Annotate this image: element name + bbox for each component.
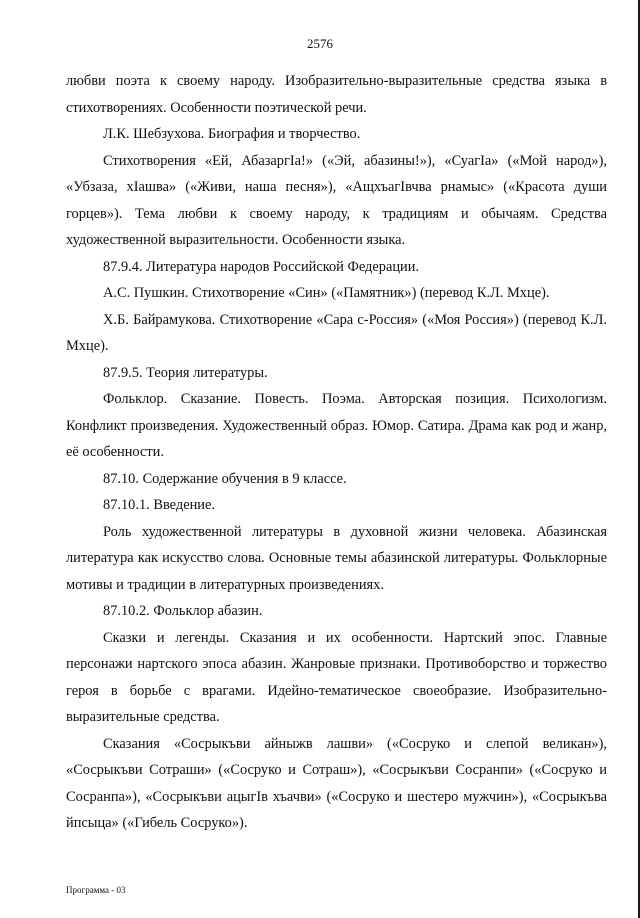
paragraph-introduction: Роль художественной литературы в духовной жизни человека. Абазинская литература как искусство слова. Основные темы абазинской литературы. Фольклорные мотивы и традиции в литературных произведениях. <box>66 523 607 593</box>
paragraph-folklore: Сказки и легенды. Сказания и их особенности. Нартский эпос. Главные персонажи нартского эпоса абазин. Жанровые признаки. Противоборство и торжество героя в борьбе с врагами. Идейно-тематическое своеобразие. Изобразительно-выразительные средства. <box>66 629 607 725</box>
section-heading-87-9-4: 87.9.4. Литература народов Российской Федерации. <box>103 258 420 275</box>
paragraph-sosruko-tales: Сказания «Сосрыкъви айныжв лашви» («Сосруко и слепой великан»), «Сосрыкъви Сотраши» («Сосруко и Сотраш»), «Сосрыкъви Сосранпи» («Сосруко и Сосранпа»), «Сосрыкъви ацыгIв хъачви» («Сосруко и шестеро мужчин»), «Сосрыкъва йпсыца» («Гибель Сосруко»). <box>66 735 607 831</box>
paragraph-pushkin: А.С. Пушкин. Стихотворение «Син» («Памятник») (перевод К.Л. Мхце). <box>103 285 550 301</box>
section-heading-87-10-1: 87.10.1. Введение. <box>103 497 215 513</box>
page-number: 2576 <box>307 36 333 51</box>
section-heading-87-9-5: 87.9.5. Теория литературы. <box>103 364 268 381</box>
paragraph-continuation: любви поэта к своему народу. Изобразительно-выразительные средства языка в стихотворениях. Особенности поэтической речи. <box>66 73 607 116</box>
paragraph-bairamukova: Х.Б. Байрамукова. Стихотворение «Сара с-Россия» («Моя Россия») (перевод К.Л. Мхце). <box>66 311 607 354</box>
paragraph-author-biography: Л.К. Шебзухова. Биография и творчество. <box>103 126 361 142</box>
section-heading-87-10: 87.10. Содержание обучения в 9 классе. <box>103 470 347 487</box>
section-heading-87-10-2: 87.10.2. Фольклор абазин. <box>103 603 263 619</box>
paragraph-poems: Стихотворения «Ей, АбазаргIа!» («Эй, абазины!»), «СуагIа» («Мой народ»), «Убзаза, хIашва» («Живи, наша песня»), «АщхъагIвчва рнамыс» («Красота души горцев»). Тема любви к своему народу, к традициям и обычаям. Средства художественной выразительности. Особенности языка. <box>66 152 607 248</box>
document-body <box>66 68 607 837</box>
page-footer: Программа - 03 <box>66 885 126 895</box>
paragraph-theory-terms: Фольклор. Сказание. Повесть. Поэма. Авторская позиция. Психологизм. Конфликт произведения. Художественный образ. Юмор. Сатира. Драма как род и жанр, её особенности. <box>66 391 607 460</box>
